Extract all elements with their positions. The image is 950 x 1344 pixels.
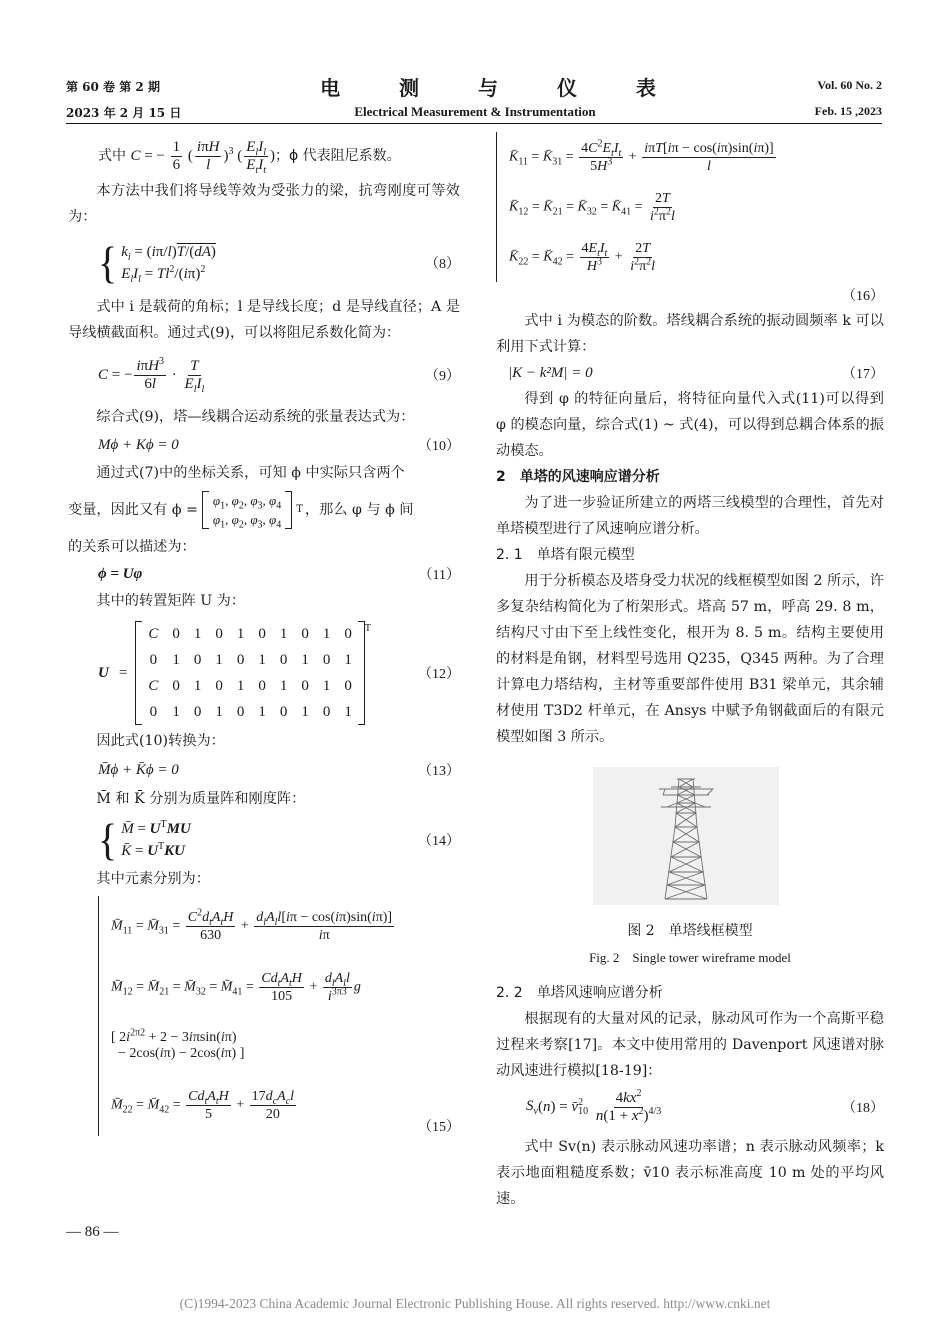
equation-8-number: （8）	[425, 257, 460, 272]
equation-10	[68, 430, 460, 460]
equation-16-number-row	[496, 282, 884, 308]
c-definition-tail: ；ϕ 代表阻尼系数。	[274, 147, 401, 164]
left-para-8: 其中元素分别为：	[96, 871, 210, 887]
right-para-4: 用于分析模态及塔身受力状况的线框模型如图 2 所示，许多复杂结构简化为了桁架形式。塔高 57 m，呼高 29. 8 m，结构尺寸由下至上线性变化，根开为 8. 5 m。结构主要使用的材料是角钢，材料型号选用 Q235，Q345 两种。为了合理计算电力塔结构，主材等重要部件使用 B31 梁单元，其余辅材使用 T3D2 杆单元，在 Ansys 中赋予角钢截面后的有限元模型如图 3 所示。	[496, 573, 884, 745]
right-para-1: 式中 i 为模态的阶数。塔线耦合系统的振动圆频率 k 可以利用下式计算：	[496, 313, 884, 355]
section-2-heading: 2 单塔的风速响应谱分析	[496, 469, 660, 485]
equation-15-number: （15）	[418, 1120, 460, 1135]
equation-17-number: （17）	[842, 367, 884, 382]
left-para-5: 其中的转置矩阵 U 为：	[96, 593, 246, 609]
right-column	[496, 132, 884, 750]
left-para-4b-pre: 变量，因此又有 ϕ =	[68, 502, 198, 518]
equation-10-text: Mϕ + Kϕ = 0	[98, 436, 179, 453]
tower-wireframe-image	[593, 767, 779, 905]
header-volume-cn: 第 60 卷 第 2 期	[66, 80, 160, 94]
equation-16-number: （16）	[842, 289, 884, 304]
section-2-1-heading: 2. 1 单塔有限元模型	[496, 547, 635, 563]
equation-14-number: （14）	[418, 834, 460, 849]
header-rule	[66, 123, 882, 124]
phi-matrix: $\varphi_1$, $\varphi_2$, $\varphi_3$, $\varphi_4$ $\varphi_1$, $\varphi_2$, $\varphi_3$, $\varphi_4$	[202, 491, 292, 529]
left-para-4c: 的关系可以描述为：	[68, 539, 196, 555]
equation-17	[496, 360, 884, 386]
journal-title-cn: 电 测 与 仪 表	[320, 76, 682, 100]
equation-15: $M̄_{11}$ = $M̄_{31}$ = $\frac{C^2d_tA_tH}{630}$ + $\frac{d_lA_ll[i\pi - \cos(i\pi)\sin(i\pi)]}{i\pi}$ $M̄_{12}$ = $M̄_{21}$ = $M̄_{32}$ = $M̄_{41}$ = $\frac{Cd_tA_tH}{105}$ + $\frac{d_lA_ll}{i^{3\pi 3}}$ g [ $2i^{2\pi 2} + 2 - 3i\pi\sin(i\pi)$ − 2cos(iπ) − 2cos(iπ) ] $M̄_{22}$ = $M̄_{42}$ = $\frac{Cd_tA_tH}{5}$ + $\frac{17d_cA_cl}{20}$ （15）	[68, 896, 460, 1136]
equation-12-number: （12）	[418, 667, 460, 682]
right-para-6: 式中 Sv(n) 表示脉动风速功率谱；n 表示脉动风频率；k 表示地面粗糙度系数；v̄10 表示标准高度 10 m 处的平均风速。	[496, 1139, 884, 1207]
figure-2-caption-cn: 图 2 单塔线框模型	[627, 923, 753, 939]
left-para-4a: 通过式(7)中的坐标关系，可知 ϕ 中实际只含两个	[96, 465, 405, 481]
right-para-5: 根据现有的大量对风的记录，脉动风可作为一个高斯平稳过程来考察[17]。本文中使用常用的 Davenport 风速谱对脉动风速进行模拟[18-19]：	[496, 1011, 884, 1079]
equation-14: { M̄ = $U^TMU$ K̄ = $U^TKU$ （14）	[98, 814, 460, 865]
header-volume-en: Vol. 60 No. 2	[817, 78, 882, 92]
header-date-cn: 2023 年 2 月 15 日	[66, 106, 182, 120]
left-column	[68, 138, 460, 1136]
section-2-2-heading: 2. 2 单塔风速响应谱分析	[496, 985, 663, 1001]
left-para-6: 因此式(10)转换为：	[96, 733, 225, 749]
journal-title-en: Electrical Measurement & Instrumentation	[354, 104, 596, 119]
copyright-footer: (C)1994-2023 China Academic Journal Electronic Publishing House. All rights reserved. http://www.cnki.net	[179, 1296, 771, 1311]
equation-8: { $k_i = (i\pi/l)T/(dA)$ $E_lI_l = Tl^2/(i\pi)^2$ （8）	[98, 237, 460, 288]
left-para-4b: 变量，因此又有 ϕ = $\varphi_1$, $\varphi_2$, $\varphi_3$, $\varphi_4$ $\varphi_1$, $\varphi_2$, $\varphi_3$, $\varphi_4$ T ，那么 φ 与 ϕ 间	[68, 493, 414, 531]
page-number: — 86 —	[66, 1224, 119, 1240]
equation-11-text: ϕ = Uφ	[98, 565, 143, 582]
equation-11	[68, 560, 460, 588]
equation-16: $K̄_{11}$ = $K̄_{31}$ = $\frac{4C^2E_tI_t}{5H^3}$ + $\frac{\text{iπT[iπ − cos(iπ)sin(iπ)]}}{l}$ $K̄_{12}$ = $K̄_{21}$ = $K̄_{32}$ = $K̄_{41}$ = $\frac{2T}{i^2\pi^2l}$ $K̄_{22}$ = $K̄_{42}$ = $\frac{4E_tI_t}{H^3}$ + $\frac{2T}{i^2\pi^2l}$	[496, 132, 884, 282]
left-para-4b-post: ，那么 φ 与 ϕ 间	[304, 502, 414, 518]
left-para-7: M̄ 和 K̄ 分别为质量阵和刚度阵：	[96, 791, 306, 807]
equation-9-number: （9）	[425, 369, 460, 384]
equation-18-number: （18）	[842, 1101, 884, 1116]
equation-13-number: （13）	[418, 764, 460, 779]
right-column-lower	[496, 980, 884, 1212]
equation-10-number: （10）	[418, 439, 460, 454]
header-date-en: Feb. 15 ,2023	[814, 104, 882, 118]
right-para-3: 为了进一步验证所建立的两塔三线模型的合理性，首先对单塔模型进行了风速响应谱分析。	[496, 495, 884, 537]
figure-2-caption-en: Fig. 2 Single tower wireframe model	[589, 950, 791, 965]
equation-12: U = C 0 1 0 1 0 1 0 1 0 0 1 0 1 0 1 0 1 0 1 C 0 1 0 1 0 1 0 1 0 0 1 0 1 0 1 0 1 0 1 T （12）	[68, 618, 460, 728]
equation-11-number: （11）	[418, 568, 460, 583]
left-para-3: 综合式(9)，塔—线耦合运动系统的张量表达式为：	[96, 409, 415, 425]
tower-wireframe-figure	[593, 767, 779, 905]
left-para-1: 本方法中我们将导线等效为受张力的梁，抗弯刚度可等效为：	[68, 183, 460, 225]
equation-18: $S_v(n)$ = v̄$^2_{10}$ $\frac{4kx^2}{n(1 + x^2)^{4/3}}$ （18）	[526, 1087, 884, 1124]
right-para-2: 得到 φ 的特征向量后，将特征向量代入式(11)可以得到 φ 的模态向量，综合式(1) ~ 式(4)，可以得到总耦合体系的振动模态。	[496, 391, 884, 459]
equation-17-text: |K − k²M| = 0	[508, 364, 593, 381]
left-para-2: 式中 i 是载荷的角标；l 是导线长度；d 是导线直径；A 是导线横截面积。通过式(9)，可以将阻尼系数化简为：	[68, 299, 460, 341]
equation-9: C = − $\frac{i\pi H^3}{6l}$ · $\frac{T}{E_lI_l}$ （9）	[98, 355, 460, 395]
equation-13-text: M̄ϕ + K̄ϕ = 0	[98, 761, 179, 778]
equation-13	[68, 754, 460, 786]
c-definition: 式中 C = − $\frac{1}{6}$ ( $\frac{\text{iπH}}{l}$ )$^3$ ( $\frac{E_lI_l}{E_tI_t}$ )；ϕ 代表阻尼系数。	[98, 138, 401, 176]
